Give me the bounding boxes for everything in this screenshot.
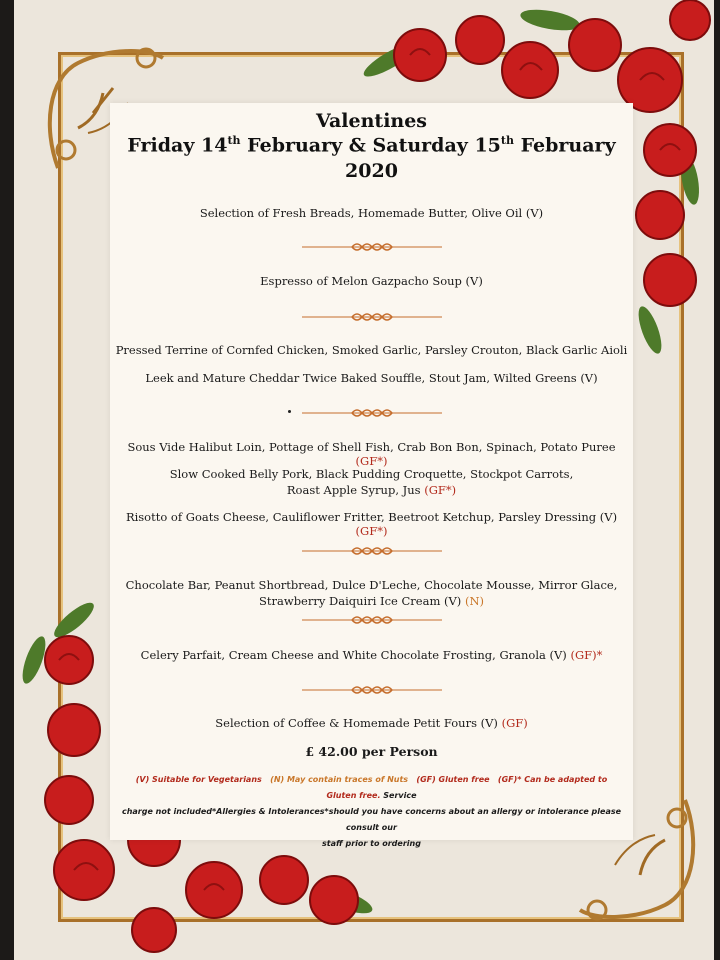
menu-item-starter-1: Pressed Terrine of Cornfed Chicken, Smoked Garlic, Parsley Crouton, Black Garlic Aioli bbox=[115, 343, 628, 357]
ornamental-divider-icon bbox=[302, 311, 442, 323]
menu-title: Valentines bbox=[315, 110, 428, 132]
menu-item-starter-2: Leek and Mature Cheddar Twice Baked Souffle, Stout Jam, Wilted Greens (V) bbox=[145, 371, 598, 385]
stray-dot bbox=[288, 410, 291, 413]
menu-item-main-2: Slow Cooked Belly Pork, Black Pudding Croquette, Stockpot Carrots, bbox=[169, 467, 574, 481]
event-year: 2020 bbox=[345, 160, 398, 182]
ornamental-divider-icon bbox=[302, 407, 442, 419]
dietary-legend: (V) Suitable for Vegetarians (N) May contain traces of Nuts (GF) Gluten free (GF)* Can be adapted to Gluten free. Service charge not included*Allergies & Intolerances*should you have concerns about an allergy or intolerance please consult our staff prior to ordering bbox=[121, 775, 622, 848]
menu-item-main-2-cont: Roast Apple Syrup, Jus (GF*) bbox=[286, 483, 457, 497]
menu-item-bread: Selection of Fresh Breads, Homemade Butter, Olive Oil (V) bbox=[199, 206, 544, 220]
ornamental-divider-icon bbox=[302, 545, 442, 557]
event-dates: Friday 14th February & Saturday 15th February bbox=[127, 134, 616, 157]
menu-item-dessert-1-cont: Strawberry Daiquiri Ice Cream (V) (N) bbox=[259, 594, 484, 608]
menu-item-dessert-1: Chocolate Bar, Peanut Shortbread, Dulce D'Leche, Chocolate Mousse, Mirror Glace, bbox=[125, 578, 618, 592]
menu-item-dessert-2: Celery Parfait, Cream Cheese and White Chocolate Frosting, Granola (V) (GF)* bbox=[140, 648, 603, 662]
menu-item-coffee: Selection of Coffee & Homemade Petit Fours (V) (GF) bbox=[215, 716, 528, 730]
menu-item-soup: Espresso of Melon Gazpacho Soup (V) bbox=[260, 274, 483, 288]
price: £ 42.00 per Person bbox=[305, 744, 438, 759]
menu-item-main-3: Risotto of Goats Cheese, Cauliflower Fritter, Beetroot Ketchup, Parsley Dressing (V) (GF*) bbox=[125, 510, 618, 538]
ornamental-divider-icon bbox=[302, 684, 442, 696]
ornamental-divider-icon bbox=[302, 614, 442, 626]
ornamental-divider-icon bbox=[302, 241, 442, 253]
menu-item-main-1: Sous Vide Halibut Loin, Pottage of Shell Fish, Crab Bon Bon, Spinach, Potato Puree (GF*) bbox=[127, 440, 616, 468]
